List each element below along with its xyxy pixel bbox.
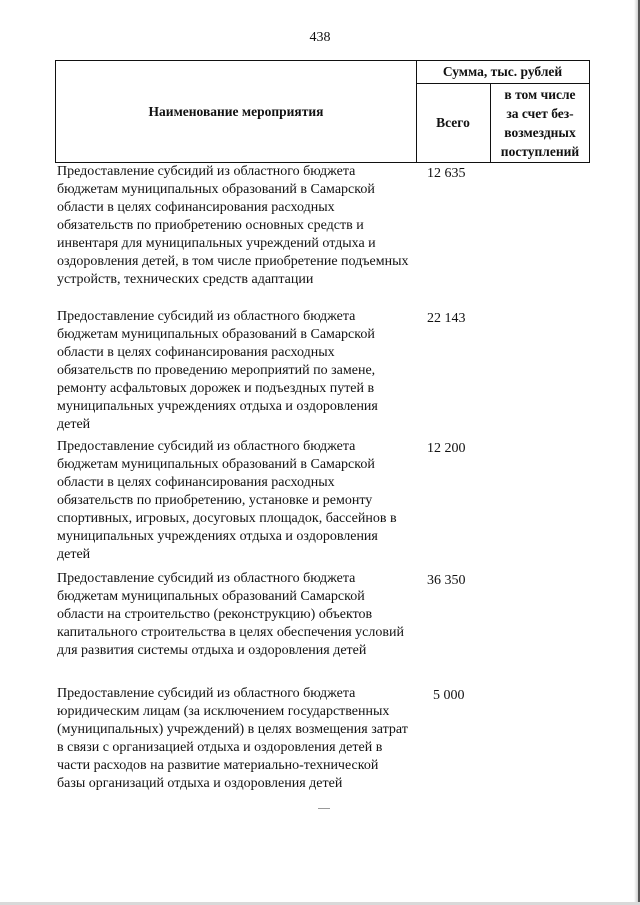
header-total: Всего [416,84,491,162]
header-sum: Сумма, тыс. рублей [416,61,590,84]
row-total: 12 635 [427,166,466,181]
table-row [55,685,590,815]
row-name: Предоставление субсидий из областного бюджета юридическим лицам (за исключением государственных (муниципальных) учреждений) в целях возмещения затрат в связи с организацией отдыха и оздоровления детей в части расходов на развитие материально-технической базы организаций отдыха и оздоровления детей [57,686,408,791]
table-header [55,60,590,163]
page-number: 438 [309,30,331,45]
row-total: 22 143 [427,311,466,326]
row-name: Предоставление субсидий из областного бюджета бюджетам муниципальных образований в Самарской области в целях софинансирования расходных обязательств по приобретению основных средств и инвентаря для муниципальных учреждений отдыха и оздоровления детей, в том числе приобретение подъемных устройств, технических средств адаптации [57,164,409,287]
row-total: 5 000 [433,688,465,703]
table-row [55,570,590,685]
row-total: 36 350 [427,573,466,588]
row-total: 12 200 [427,441,466,456]
budget-table [55,60,590,815]
row-name: Предоставление субсидий из областного бюджета бюджетам муниципальных образований в Самарской области в целях софинансирования расходных обязательств по приобретению, установке и ремонту спортивных, игровых, досуговых площадок, бассейнов в муниципальных учреждениях отдыха и оздоровления детей [57,439,397,562]
table-row [55,163,590,308]
table-row [55,438,590,570]
row-name: Предоставление субсидий из областного бюджета бюджетам муниципальных образований в Самарской области в целях софинансирования расходных обязательств по проведению мероприятий по замене, ремонту асфальтовых дорожек и подъездных путей в муниципальных учреждениях отдыха и оздоровления детей [57,309,378,432]
row-name: Предоставление субсидий из областного бюджета бюджетам муниципальных образований Самарской области на строительство (реконструкцию) объектов капитального строительства в целях обеспечения условий для развития системы отдыха и оздоровления детей [57,571,404,658]
header-name: Наименование мероприятия [55,61,417,162]
header-including: в том числе за счет без- возмездных поступлений [491,84,590,162]
table-body [55,163,590,815]
table-row [55,308,590,438]
scan-edge-right [634,0,640,905]
